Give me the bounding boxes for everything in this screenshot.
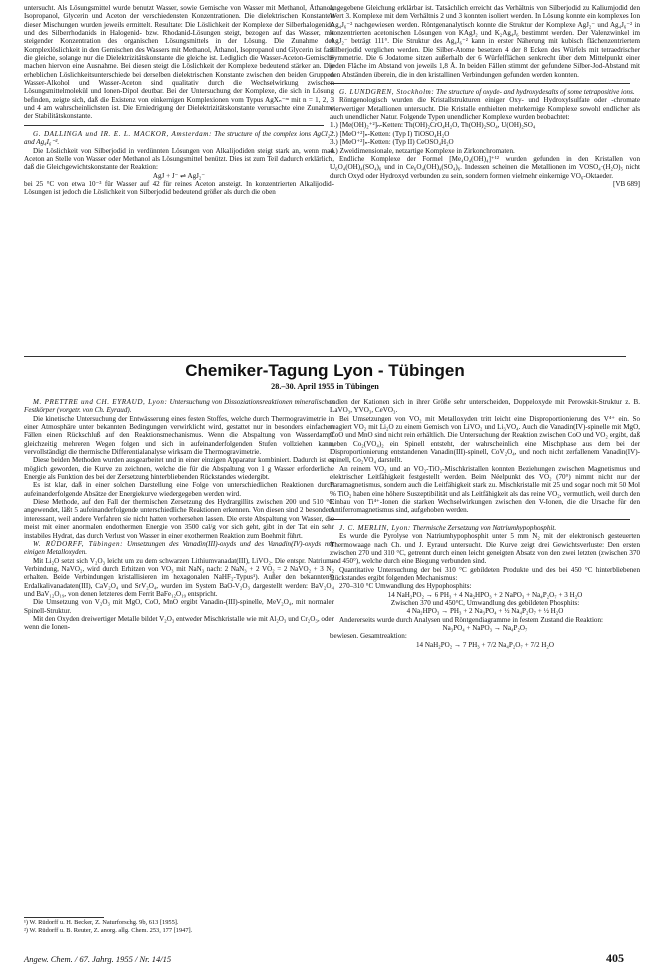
- top-left-column: [24, 4, 334, 356]
- page-subtitle: 28.–30. April 1955 in Tübingen: [271, 382, 379, 391]
- article-author: G. LUNDGREN, Stockholm: The structure of oxyde- and hydroxydesalts of some tetrapositive ions.: [339, 88, 635, 97]
- article-title: Thermische Zersetzung von Natriumhypophosphit.: [412, 523, 557, 532]
- paragraph: Die Löslichkeit von Silberjodid in verdünnten Lösungen von Alkalijodiden steigt stark an, wenn man Aceton an Stelle von Wasser oder Methanol als Lösungsmittel benützt. Dies ist zum Teil dadurch erklärlich, daß die Gleichgewichtskonstante der Reaktion:: [24, 146, 334, 172]
- equation: 14 NaH₂PO₂ → 7 PH₃ + 7/2 Na₄P₂O₇ + 7/2 H₂O: [415, 640, 555, 649]
- bottom-right-column: [330, 398, 640, 940]
- footnote-rule: [24, 917, 104, 918]
- article-author: W. RÜDORFF, Tübingen: Umsetzungen des Vanadin(III)-oxyds und des Vanadin(IV)-oxyds mit einigen Metalloxyden.: [24, 539, 334, 557]
- article-title: Untersuchung von Dissoziationsreaktionen mineralischer Festkörper (vorgetr. von Ch. Eyraud).: [24, 398, 334, 415]
- top-right-column: [330, 4, 640, 349]
- reference-code: [VB 689]: [613, 179, 640, 188]
- equation: 14 NaH₂PO₂ → 6 PH₃ + 4 Na₂HPO₃ + 2 NaPO₃ + Na₄P₂O₇ + 3 H₂O: [387, 590, 583, 599]
- section-rule: [24, 356, 626, 357]
- equation: 4 Na₂HPO₃ → PH₃ + 2 Na₃PO₄ + ½ Na₄P₂O₇ + ½ H₂O: [406, 607, 564, 616]
- footnote: ¹) W. Rüdorff u. H. Becker, Z. Naturforschg. 9b, 613 [1955].: [24, 919, 179, 926]
- paragraph: Zwischen 370 und 450°C, Umwandlung des gebildeten Phosphits:: [390, 598, 580, 607]
- paragraph: Diese Methode, auf den Fall der thermischen Zersetzung des Hydrargillits zwischen 200 und 510 °C angewendet, läßt 5 aufeinanderfolgende unterschiedliche Reaktionen erkennen. Von diesen sind 2 besonders interessant, weil andere Verfahren sie nicht hatten vorhersehen lassen. Die erste Abspaltung von Wasser, die meist mit einer anormalen endothermen Energie von 3500 cal/g vor sich geht, gibt in der Tat ein sehr instabiles Hydrat, das durch Verlust von Wasser in einer exothermen Reaktion zum Boehmit führt.: [24, 498, 334, 540]
- paragraph: Es ist klar, daß in einer solchen Darstellung eine Folge von unterschiedlichen Reaktionen durch aufeinanderfolgende Absätze der Energiekurve wiedergegeben werden wird.: [24, 481, 334, 498]
- paragraph: Endliche Komplexe der Formel [Me₄O₄(OH)₄]⁺¹² wurden gefunden in den Kristallen von U₆O₄(OH)₄(SO₄)₆ und in Ce₆O₄(OH)₄(SO₄)₆. Indessen scheinen die Metallionen im VOSO₄·(H₂O)₅ nicht durch Oxyd oder Hydroxyd verbunden zu sein, sondern formen vielmehr einkernige VO₆-Oktaeder. [VB 689]: [330, 154, 640, 188]
- list-item: 2.) [MeO⁺²]ₙ-Ketten: (Typ I) TiOSO₄H₂O: [330, 129, 450, 138]
- divider: [330, 519, 630, 520]
- paragraph: Es wurde die Pyrolyse von Natriumhypophosphit unter 5 mm N₂ mit der elektronisch gesteuerten Thermowaage nach Ch. und J. Eyraud untersucht. Die Kurve zeigt drei Gewichtsverluste: Den ersten zwischen 270 und 310 °C, getrennt durch einen leicht geneigten Absatz von den zwei letzten (zwischen 370 und 450°), welche durch eine Biegung verbunden sind.: [330, 532, 640, 566]
- article-title: The structure of the complex ions AgCl₂⁻ and Ag₄I₆⁻².: [24, 129, 334, 147]
- equation: AgJ + J⁻ ⇌ AgJ₂⁻: [152, 171, 206, 180]
- paragraph: bei 25 °C von etwa 10⁻³ für Wasser auf 42 für reines Aceton ansteigt. In konzentrierten Alkalijodid-Lösungen ist jedoch die Löslichkeit von Silberjodid bedeutend größer als durch die oben: [24, 179, 334, 197]
- article-title: The structure of oxyde- and hydroxydesalts of some tetrapositive ions.: [436, 88, 635, 97]
- paragraph: Röntgenologisch wurden die Kristallstrukturen einiger Oxy- und Hydroxylsulfate oder -chromate vierwertiger Metallionen untersucht. Die Kristalle enthielten mehrkernige Komplexe sowohl endlicher als auch unendlicher Natur. Folgende Typen unendlicher Komplexe wurden beobachtet:: [330, 96, 640, 122]
- list-item: 1.) [Me(OH)₂⁺²]ₙ-Ketten: Th(OH)₂CrO₄H₂O, Th(OH)₂SO₄, U(OH)₂SO₄: [330, 121, 536, 130]
- page-number: 405: [606, 951, 624, 965]
- journal-footer: Angew. Chem. / 67. Jahrg. 1955 / Nr. 14/15: [24, 954, 172, 964]
- list-item: 3.) [MeO⁺²]ₙ-Ketten: (Typ II) CeOSO₄H₂O: [330, 138, 454, 147]
- paragraph: An reinem VO₂ und an VO₂-TiO₂-Mischkristallen konnten Beziehungen zwischen Magnetismus und elektrischer Leitfähigkeit festgestellt werden. Beim Néelpunkt des VO₂ (70°) nimmt nicht nur der Paramagnetismus, sondern auch die Leitfähigkeit stark zu. Mischkristalle mit 25 und sogar noch mit 50 Mol % TiO₂ haben eine höhere Suszeptibilität und als Leitfähigkeit als das reine VO₂, vermutlich, weil durch den Einbau von Ti⁴⁺-Ionen die starken Wechselwirkungen zwischen den V-Ionen, die die Ursache für den Antiferromagnetismus sind, aufgehoben werden.: [330, 464, 640, 515]
- paragraph: Andererseits wurde durch Analysen und Röntgendiagramme in festem Zustand die Reaktion:: [339, 615, 603, 624]
- equation: Na₃PO₄ + NaPO₃ → Na₄P₂O₇: [442, 623, 528, 632]
- article-author: M. PRETTRE und CH. EYRAUD, Lyon: Untersuchung von Dissoziationsreaktionen mineralischer Festkörper (vorgetr. von Ch. Eyraud).: [24, 398, 334, 415]
- page-title: Chemiker-Tagung Lyon - Tübingen: [185, 361, 465, 380]
- article-author: J. C. MERLIN, Lyon: Thermische Zersetzung von Natriumhypophosphit.: [339, 523, 557, 532]
- bottom-left-column: [24, 398, 334, 916]
- footnote: ²) W. Rüdorff u. B. Reuter, Z. anorg. allg. Chem. 253, 177 [1947].: [24, 926, 193, 934]
- paragraph: Die Umsetzung von V₂O₃ mit MgO, CoO, MnO ergibt Vanadin-(III)-spinelle, MeV₂O₄, mit normaler Spinell-Struktur.: [24, 598, 334, 615]
- paragraph: Die kinetische Untersuchung der Entwässerung eines festen Stoffes, welche durch Thermogravimetrie in einer Atmosphäre unter bekannten Bedingungen verwirklicht wird, gestattet nur in besonders einfachen Fällen einen Rückschluß auf den Reaktionsmechanismus. Wenn die Abspaltung von Wasserdampf gleichzeitig mehreren Wegen folgen und sich in aufeinanderfolgenden Stufen vollziehen kann, vervollständigt die thermische Differentialanalyse wirksam die Thermogravimetrie.: [24, 414, 334, 457]
- article-title: Umsetzungen des Vanadin(III)-oxyds und des Vanadin(IV)-oxyds mit einigen Metalloxyden.: [24, 539, 334, 557]
- list-item: 4.) Zweidimensionale, netzartige Komplexe in Zirkonchromaten.: [330, 146, 515, 155]
- paragraph: radien der Kationen sich in ihrer Größe sehr unterscheiden, Doppeloxyde mit Perowskit-Struktur z. B. LaVO₃, YVO₃, CeVO₃.: [330, 398, 640, 415]
- paragraph: 270–310 °C Umwandlung des Hypophosphits:: [339, 582, 472, 591]
- paragraph: bewiesen. Gesamtreaktion:: [330, 632, 407, 641]
- article-author: G. DALLINGA und IR. E. L. MACKOR, Amsterdam: The structure of the complex ions AgCl₂⁻ and Ag₄I₆⁻².: [24, 129, 334, 147]
- paragraph: Quantitative Untersuchung der bei 310 °C gebildeten Produkte und des bei 450 °C hinterbliebenen Rückstandes ergibt folgenden Mechanismus:: [330, 565, 640, 582]
- divider: [330, 83, 630, 84]
- paragraph: Diese beiden Methoden wurden ausgearbeitet und in einer einzigen Apparatur kombiniert. Dadurch ist es möglich geworden, die Kurve zu zeichnen, welche die für die Abspaltung von 1 g Wasser erforderliche Energie als Funktion des bei der Zersetzung hinterbliebenden Rückstandes wiedergibt.: [24, 456, 334, 482]
- paragraph: untersucht. Als Lösungsmittel wurde benutzt Wasser, sowie Gemische von Wasser mit Methanol, Äthanol, Isopropanol, Glycerin und Aceton der verschiedensten Konzentrationen. Die dielektrischen Konstanten dieser Mischungen wurden jeweils ermittelt. Resultate: Die Löslichkeit der Komplexe der Silberhalogenide und des Silberrhodanids in Halogenid- bzw. Rhodanid-Lösungen steigt, bezogen auf das Wasser, mit steigender Konzentration des organischen Lösungsmittels in der Lösung. Die Zunahme der Komplexlöslichkeit in den Gemischen des Wassers mit Methanol, Äthanol, Isopropanol und Glycerin ist fast die gleiche, solange nur die Dielektrizitätskonstante die gleiche ist. Lediglich die Wasser-Aceton-Gemische machen hiervon eine Ausnahme. Bei diesen steigt die Löslichkeit der Komplexe bedeutend stärker an. Die erheblichen Löslichkeitsunterschiede bei derselben dielektrischen Konstante zwischen den beiden Gruppen Wasser-Alkohol und Wasser-Aceton sind qualitativ durch die Wechselwirkung zwischen Lösungsmittelmolekül und Ionen-Dipol deutbar. Bei der Untersuchung der Komplexe, die sich in Lösung befinden, zeigte sich, daß die Existenz von einkernigen Komplexionen vom Typus AgXₙ⁻ᵐ mit n = 1, 2, 3 und 4 am wahrscheinlichsten ist. Die Erniedrigung der Dielektrizitätskonstante verursachte eine Zunahme der Stabilitätskonstante.: [24, 4, 334, 121]
- paragraph: angegebene Gleichung erklärbar ist. Tatsächlich erreicht das Verhältnis von Silberjodid zu Kaliumjodid den Wert 3. Komplexe mit dem Verhältnis 2 und 3 konnten isoliert werden. In Lösung konnte ein komplexes Ion Ag₄J₆⁻² nachgewiesen werden. Röntgenanalytisch konnte die Struktur der Komplexe AgJ₂⁻ und Ag₄J₆⁻² in konzentrierten acetonischen Lösungen von KAgJ₂ und K₂Ag₄J₆ bestimmt werden. Der Valenzwinkel im AgJ₂⁻ beträgt 111°. Die Struktur des Ag₄J₆⁻² kann in erster Näherung mit kubisch flächenzentriertem Silberjodid verglichen werden. Die Silber-Atome besetzen 4 der 8 Ecken des Würfels mit tetraedrischer Symmetrie. Die 6 Jodatome sitzen außerhalb der 6 Würfelflächen senkrecht über dem Mittelpunkt einer jeden Fläche im Abstand von jeweils 1,8 Å. In beiden Fällen stimmt der gefundene Silber-Jod-Abstand mit den Abständen überein, die in den kristallinen Verbindungen gefunden werden konnten.: [330, 4, 640, 79]
- footnotes: [24, 919, 334, 934]
- paragraph: Mit den Oxyden dreiwertiger Metalle bildet V₂O₃ entweder Mischkristalle wie mit Al₂O₃ und Cr₂O₃, oder wenn die Ionen-: [24, 614, 334, 632]
- divider: [24, 125, 324, 126]
- paragraph: Bei Umsetzungen von VO₂ mit Metalloxyden tritt leicht eine Disproportionierung des V⁴⁺ ein. So reagiert VO₂ mit Li₂O zu einem Gemisch von LiVO₂ und Li₃VO₄. Auch die Vanadin(IV)-spinelle mit MgO, CoO und MnO sind nicht rein erhältlich. Die Untersuchung der Reaktion zwischen CoO und VO₂ ergibt, daß neben Co₂(VO₄)₂ ein Spinell entsteht, der wahrscheinlich eine Mischphase aus dem bei der Disproportionierung entstandenen Vanadin(III)-spinell, CoV₂O₄, und noch nicht zerfallenem Vanadin(IV)-spinell, Co₂VO₄ darstellt.: [330, 414, 640, 465]
- paragraph: Mit Li₂O setzt sich V₂O₃ leicht um zu dem schwarzen Lithiumvanadat(III), LiVO₂. Die entspr. Natrium-Verbindung, NaVO₂, wird durch Erhitzen von VO₃ mit NaN₃ nach: 2 NaN₃ + 2 VO₂ = 2 NaVO₂ + 3 N₂ erhalten. Beide Verbindungen kristallisieren im hexagonalen NaHF₂-Typus¹). Außer den bekannten²) Erdalkalivanadaten(III), CaV₂O₄ und SrV₂O₄, wurden im System BaO-V₂O₃ dargestellt werden: BaV₂O₄ und BaV₁₂O₁₉, von denen letzteres dem Ferrit BaFe₁₂O₁₉ entspricht.: [24, 556, 334, 598]
